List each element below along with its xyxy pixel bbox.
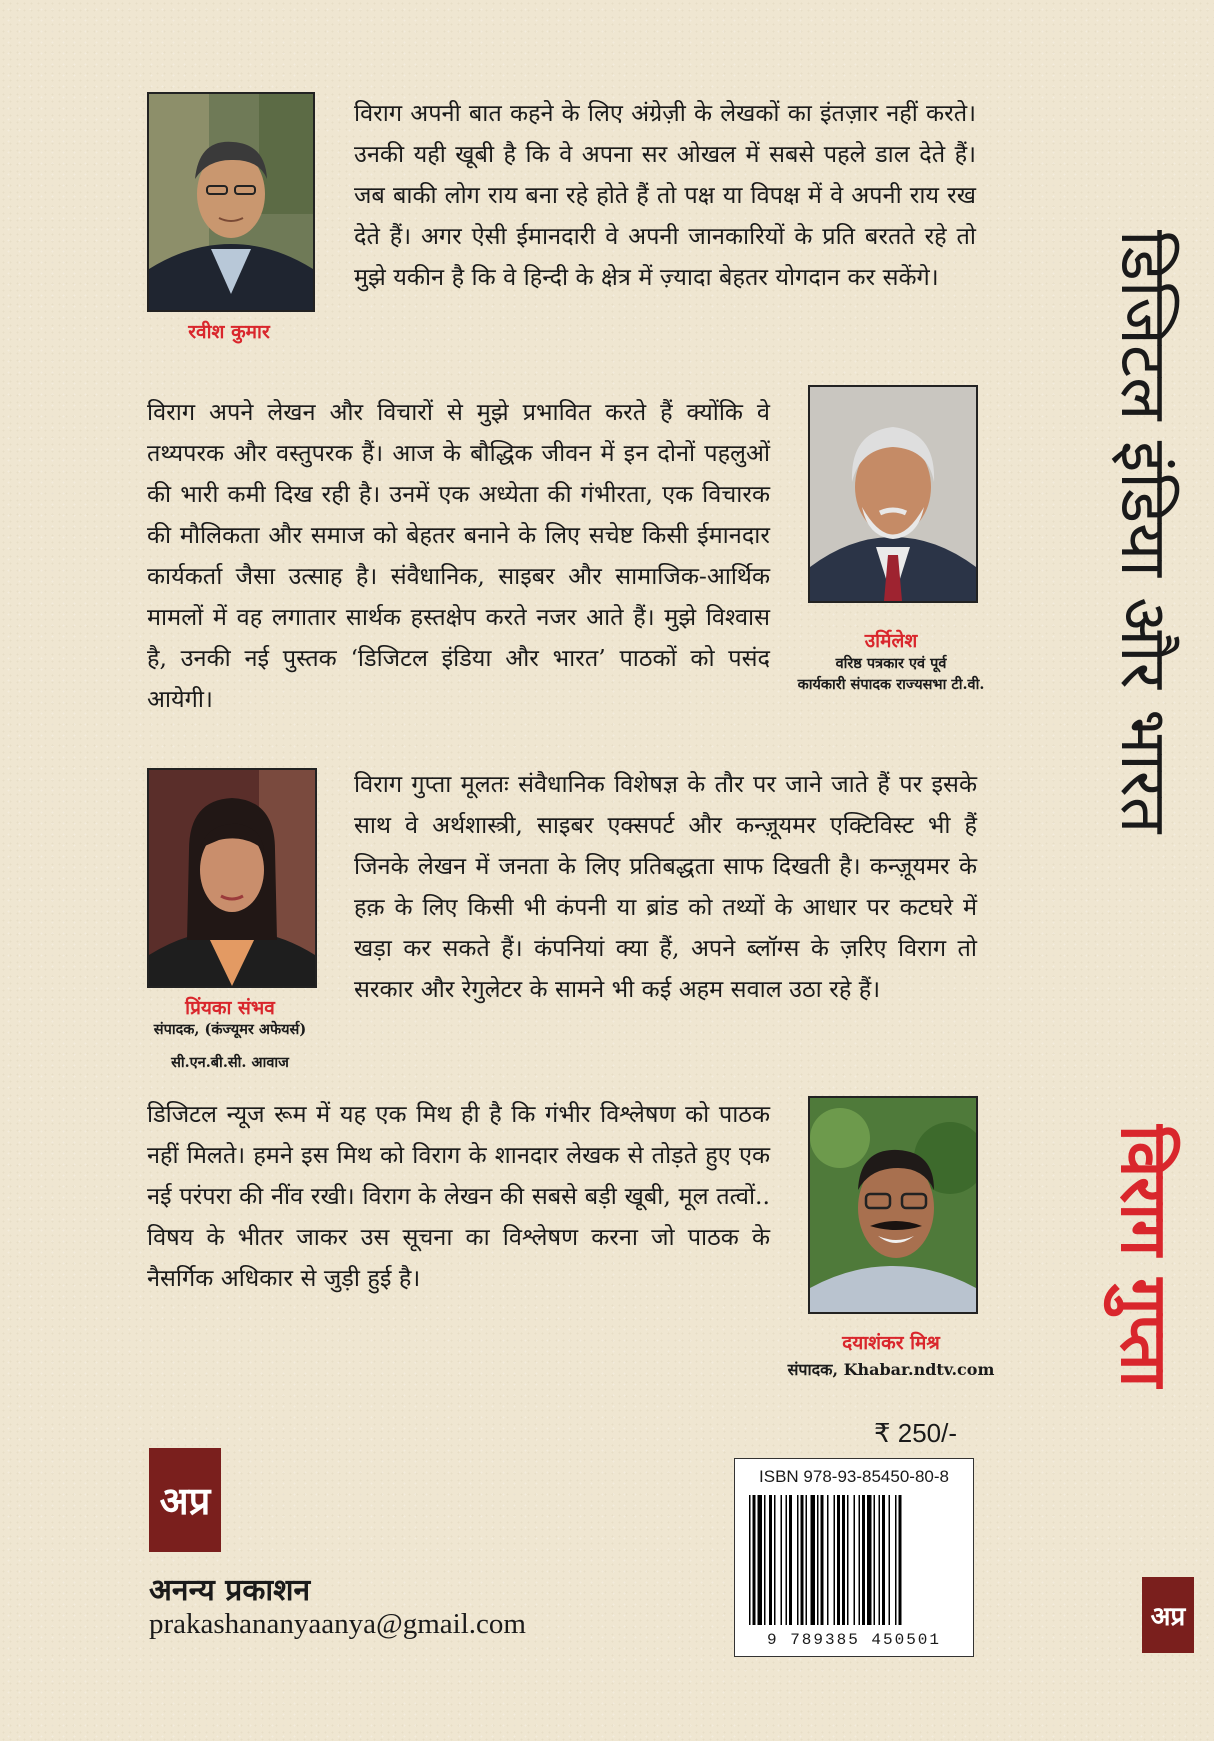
photo-dayashankar-mishra [808,1096,978,1314]
reviewer-designation-line2: कार्यकारी संपादक राज्यसभा टी.वी. [797,676,985,693]
barcode-bar [837,1495,840,1625]
barcode-bar [834,1495,836,1625]
barcode-bar [889,1495,891,1625]
reviewer-name: उर्मिलेश [864,630,918,652]
photo-ravish-kumar [147,92,315,312]
barcode-bar [817,1495,819,1625]
isbn-barcode [734,1458,974,1657]
barcode-digits: 9 789385 450501 [766,1631,942,1649]
barcode-bar [769,1495,772,1625]
reviewer-designation-line2: सी.एन.बी.सी. आवाज [171,1054,289,1071]
barcode-bar [797,1495,799,1625]
book-title-vertical: डिजिटल इंडिया और भारत [1106,230,1180,834]
barcode-bar [859,1495,861,1625]
barcode-bar [862,1495,865,1625]
photo-priyanka-sambhav [147,768,317,988]
barcode-bars [749,1495,959,1625]
reviewer-name: प्रिंयका संभव [185,997,275,1019]
author-name-vertical: विराग गुप्ता [1106,1125,1180,1388]
barcode-bar [827,1495,829,1625]
barcode-bar [821,1495,824,1625]
barcode-bar [789,1495,792,1625]
barcode-bar [867,1495,872,1625]
reviewer-name: रवीश कुमार [188,321,270,343]
barcode-bar [882,1495,885,1625]
barcode-bar [801,1495,804,1625]
barcode-bar [879,1495,881,1625]
publisher-name: अनन्य प्रकाशन [149,1573,311,1608]
review-text: विराग गुप्ता मूलतः संवैधानिक विशेषज्ञ के तौर पर जाने जाते हैं पर इसके साथ वे अर्थशास्त्री, साइबर एक्सपर्ट और कन्ज़ूयमर एक्टिविस्ट भी हैं जिनके लेखन में जनता के लिए प्रतिबद्धता साफ दिखती है। कन्ज़ूयमर के हक़ के लिए किसी भी कंपनी या ब्रांड को तथ्यों के आधार पर कटघरे में खड़ा कर सकते हैं। कंपनियां क्या हैं, अपने ब्लॉग्स के ज़रिए विराग तो सरकार और रेगुलेटर के सामने भी कई अहम सवाल उठा रहे हैं। [354,770,977,1003]
barcode-bar [895,1495,897,1625]
barcode-bar [842,1495,845,1625]
barcode-bar [786,1495,788,1625]
barcode-bar [811,1495,816,1625]
review-text: विराग अपने लेखन और विचारों से मुझे प्रभावित करते हैं क्योंकि वे तथ्यपरक और वस्तुपरक हैं। आज के बौद्धिक जीवन में इन दोनों पहलुओं की भारी कमी दिख रही है। उनमें एक अध्येता की गंभीरता, एक विचारक की मौलिकता और समाज को बेहतर बनाने के लिए सचेष्ट किसी ईमानदार कार्यकर्ता जैसा उत्साह है। संवैधानिक, साइबर और सामाजिक-आर्थिक मामलों में वह लगातार सार्थक हस्तक्षेप करते नजर आते हैं। मुझे विश्वास है, उनकी नई पुस्तक ‘डिजिटल इंडिया और भारत’ पाठकों को पसंद आयेगी। [147,398,770,713]
spine-publisher-logo [1142,1577,1194,1653]
reviewer-designation: संपादक, Khabar.ndtv.com [787,1360,995,1379]
photo-urmilesh [808,385,978,603]
publisher-logo-text: अप्र [159,1479,211,1523]
barcode-bar [749,1495,751,1625]
review-text: डिजिटल न्यूज रूम में यह एक मिथ ही है कि गंभीर विश्लेषण को पाठक नहीं मिलते। हमने इस मिथ को विराग के शानदार लेखक से तोड़ते हुए एक नई परंपरा की नींव रखी। विराग के लेखन की सबसे बड़ी खूबी, मूल तत्वों.. विषय के भीतर जाकर उस सूचना का विश्लेषण करना जो पाठक के नैसर्गिक अधिकार से जुड़ी हुई है। [147,1100,770,1292]
barcode-bar [758,1495,763,1625]
price-label: ₹ 250/- [874,1418,958,1448]
barcode-bar [781,1495,783,1625]
reviewer-designation: संपादक, (कंज्यूमर अफेयर्स) [153,1021,307,1038]
isbn-number: ISBN 978-93-85450-80-8 [759,1467,949,1486]
barcode-bar [874,1495,876,1625]
reviewer-name: दयाशंकर मिश्र [842,1332,940,1354]
barcode-bar [753,1495,756,1625]
publisher-email: prakashananyaanya@gmail.com [149,1608,526,1640]
barcode-bar [774,1495,776,1625]
barcode-bar [854,1495,856,1625]
barcode-bar [806,1495,808,1625]
publisher-logo [149,1448,221,1552]
spine-logo-text: अप्र [1150,1602,1186,1632]
barcode-bar [847,1495,849,1625]
barcode-bar [764,1495,766,1625]
barcode-bar [899,1495,902,1625]
review-text: विराग अपनी बात कहने के लिए अंग्रेज़ी के लेखकों का इंतज़ार नहीं करते। उनकी यही खूबी है कि वे अपना सर ओखल में सबसे पहले डाल देते हैं। जब बाकी लोग राय बना रहे होते हैं तो पक्ष या विपक्ष में वे अपनी राय रख देते हैं। अगर ऐसी ईमानदारी वे अपनी जानकारियों के प्रति बरतते रहे तो मुझे यकीन है कि वे हिन्दी के क्षेत्र में ज़्यादा बेहतर योगदान कर सकेंगे। [354,99,976,291]
reviewer-designation: वरिष्ठ पत्रकार एवं पूर्व [835,655,947,672]
